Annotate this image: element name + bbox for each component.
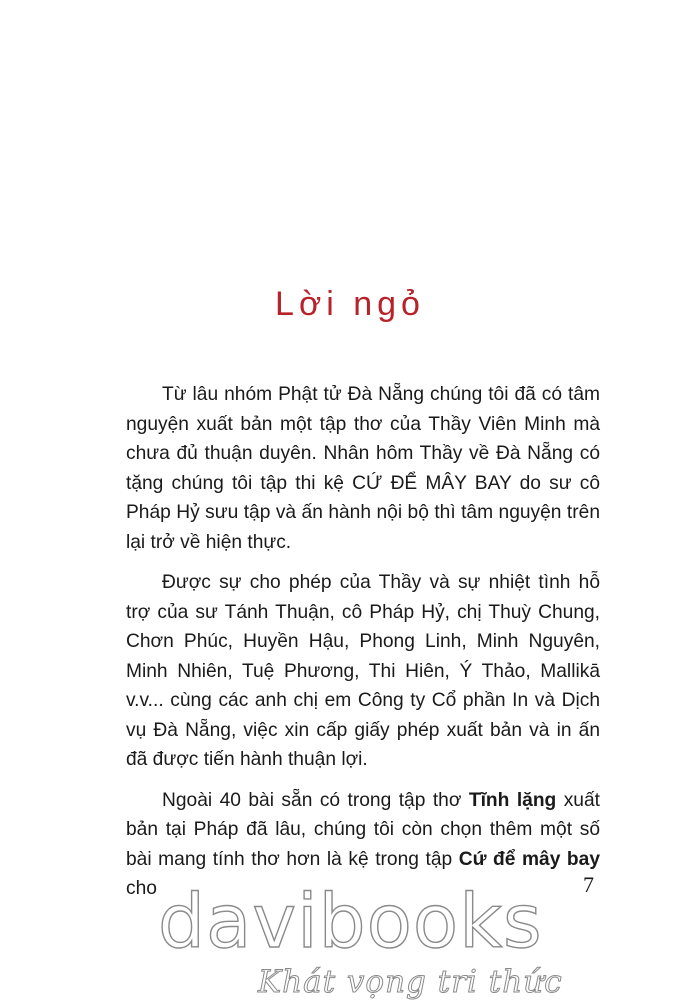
chapter-title: Lời ngỏ	[275, 285, 425, 323]
paragraph-3-text-1: Ngoài 40 bài sẵn có trong tập thơ	[162, 789, 469, 811]
book-title-tinh-lang: Tĩnh lặng	[468, 789, 557, 811]
watermark	[0, 880, 700, 1008]
body-text	[126, 380, 600, 915]
book-title-cu-de-may-bay: Cứ để mây bay	[458, 848, 600, 870]
watermark-tagline: Khát vọng tri thức	[258, 964, 563, 1000]
paragraph-3-text-3: cho	[126, 878, 157, 899]
page-number: 7	[583, 872, 594, 897]
paragraph-1: Từ lâu nhóm Phật tử Đà Nẵng chúng tôi đã có tâm nguyện xuất bản một tập thơ của Thầy Viên Minh mà chưa đủ thuận duyên. Nhân hôm Thầy về Đà Nẵng có tặng chúng tôi tập thi kệ CỨ ĐỂ MÂY BAY do sư cô Pháp Hỷ sưu tập và ấn hành nội bộ thì tâm nguyện trên lại trở về hiện thực.	[126, 384, 600, 553]
watermark-brand: davibooks	[158, 879, 543, 965]
paragraph-2: Được sự cho phép của Thầy và sự nhiệt tình hỗ trợ của sư Tánh Thuận, cô Pháp Hỷ, chị Thuỳ Chung, Chơn Phúc, Huyền Hậu, Phong Linh, Minh Nguyên, Minh Nhiên, Tuệ Phương, Thi Hiên, Ý Thảo, Mallikā v.v... cùng các anh chị em Công ty Cổ phần In và Dịch vụ Đà Nẵng, việc xin cấp giấy phép xuất bản và in ấn đã được tiến hành thuận lợi.	[126, 572, 600, 770]
paragraph-3-text-2: xuất bản tại Pháp đã lâu, chúng tôi còn chọn thêm một số bài mang tính thơ hơn là kệ trong tập	[126, 789, 600, 870]
